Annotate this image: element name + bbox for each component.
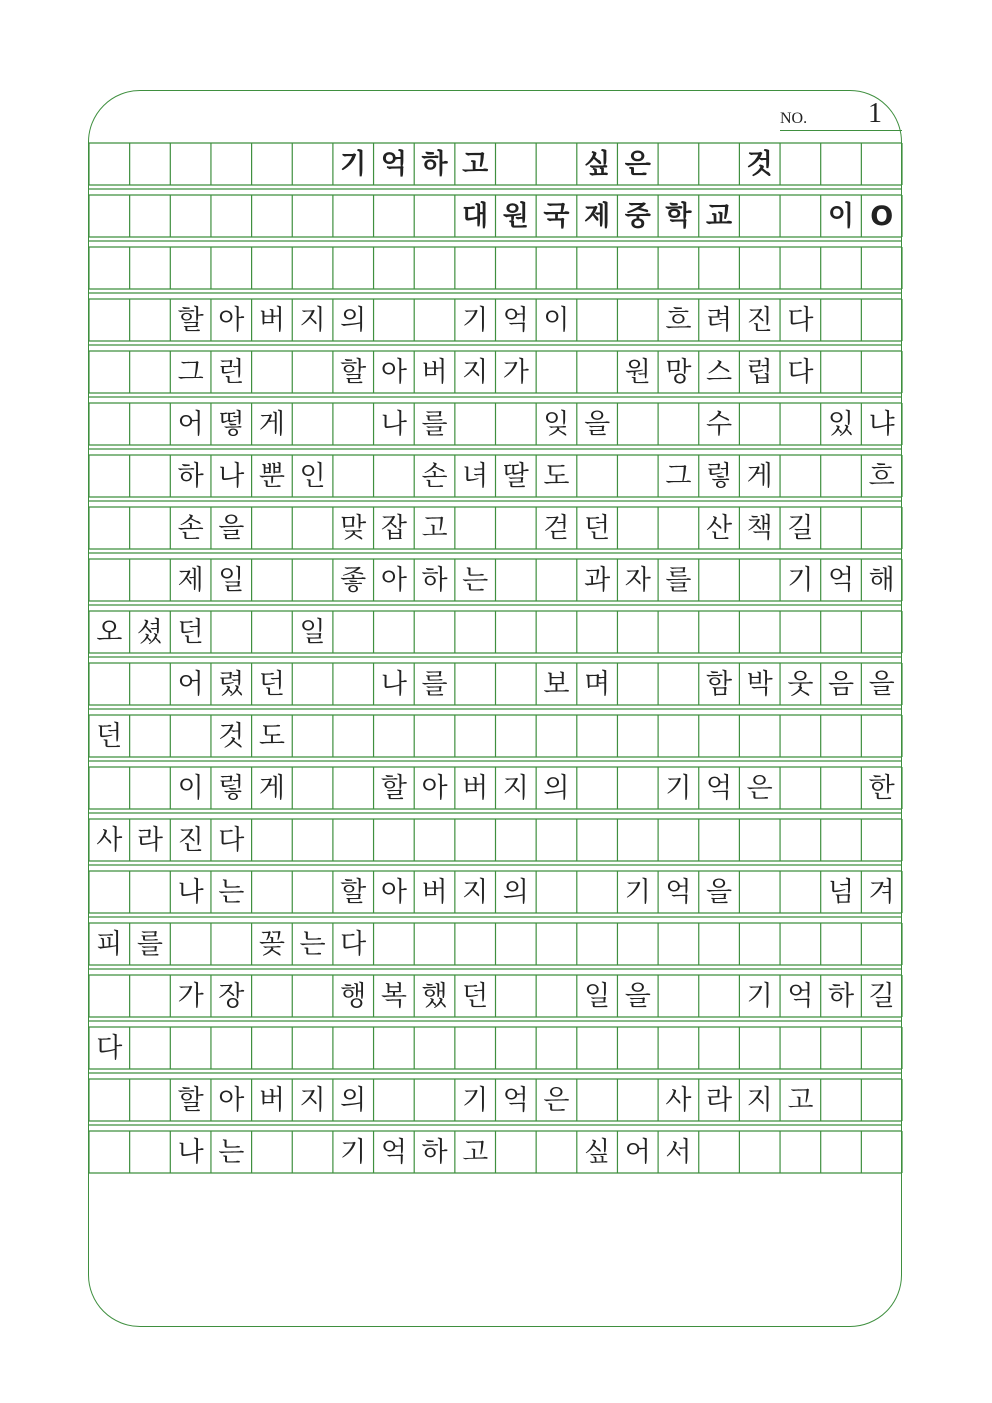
grid-character: 할 xyxy=(340,876,367,908)
grid-character: 억 xyxy=(502,304,529,336)
grid-character: 다 xyxy=(787,304,814,336)
grid-character: 나 xyxy=(218,460,245,492)
grid-character: 복 xyxy=(380,980,407,1012)
grid-character: 손 xyxy=(421,460,448,492)
grid-character: 나 xyxy=(380,408,407,440)
grid-character: 아 xyxy=(218,304,245,336)
grid-character: 스 xyxy=(706,356,733,388)
grid-character: 길 xyxy=(787,512,814,544)
grid-character: 기 xyxy=(340,1136,367,1168)
grid-character: 억 xyxy=(380,1136,407,1168)
grid-character: 사 xyxy=(665,1084,692,1116)
grid-character: 지 xyxy=(299,304,326,336)
grid-character: 렇 xyxy=(218,772,245,804)
grid-character: 꽂 xyxy=(258,928,285,960)
grid-character: 교 xyxy=(706,200,733,232)
grid-character: 지 xyxy=(462,356,489,388)
grid-character: 을 xyxy=(584,408,611,440)
grid-character: 아 xyxy=(218,1084,245,1116)
grid-character: 하 xyxy=(421,1136,448,1168)
grid-character: 버 xyxy=(421,876,448,908)
grid-character: 해 xyxy=(868,564,895,596)
grid-character: 피 xyxy=(96,928,123,960)
grid-character: 좋 xyxy=(340,564,367,596)
grid-character: 국 xyxy=(543,200,570,232)
grid-character: 걷 xyxy=(543,512,570,544)
grid-character: 나 xyxy=(380,668,407,700)
grid-character: 게 xyxy=(258,408,285,440)
grid-character: 다 xyxy=(787,356,814,388)
grid-character: 하 xyxy=(421,564,448,596)
grid-character: O xyxy=(870,200,894,232)
grid-character: 제 xyxy=(177,564,204,596)
grid-character: 기 xyxy=(665,772,692,804)
grid-character: 지 xyxy=(462,876,489,908)
grid-character: 버 xyxy=(258,304,285,336)
grid-character: 흐 xyxy=(868,460,895,492)
grid-character: 일 xyxy=(218,564,245,596)
grid-character: 원 xyxy=(624,356,651,388)
grid-character: 렇 xyxy=(706,460,733,492)
grid-character: 를 xyxy=(421,668,448,700)
grid-character: 고 xyxy=(462,1136,489,1168)
grid-character: 던 xyxy=(462,980,489,1012)
grid-character: 이 xyxy=(543,304,570,336)
grid-character: 던 xyxy=(584,512,611,544)
grid-character: 대 xyxy=(462,200,489,232)
grid-character: 뿐 xyxy=(258,460,285,492)
grid-character: 라 xyxy=(706,1084,733,1116)
grid-character: 맞 xyxy=(340,512,367,544)
grid-character: 어 xyxy=(624,1136,651,1168)
grid-character: 던 xyxy=(96,720,123,752)
grid-character: 기 xyxy=(462,1084,489,1116)
grid-character: 고 xyxy=(787,1084,814,1116)
grid-character: 도 xyxy=(543,460,570,492)
grid-character: 하 xyxy=(421,148,448,180)
grid-character: 지 xyxy=(502,772,529,804)
grid-character: 억 xyxy=(706,772,733,804)
grid-character: 장 xyxy=(218,980,245,1012)
grid-character: 럽 xyxy=(746,356,773,388)
page-number-label: NO. xyxy=(780,110,808,127)
grid-character: 길 xyxy=(868,980,895,1012)
grid-character: 기 xyxy=(746,980,773,1012)
grid-character: 아 xyxy=(380,564,407,596)
grid-character: 는 xyxy=(218,1136,245,1168)
grid-character: 할 xyxy=(340,356,367,388)
grid-character: 며 xyxy=(584,668,611,700)
grid-character: 지 xyxy=(299,1084,326,1116)
page-number-value: 1 xyxy=(868,98,882,129)
grid-character: 일 xyxy=(299,616,326,648)
grid-character: 보 xyxy=(543,668,570,700)
grid-character: 어 xyxy=(177,408,204,440)
grid-character: 을 xyxy=(706,876,733,908)
grid-character: 게 xyxy=(258,772,285,804)
grid-character: 어 xyxy=(177,668,204,700)
grid-character: 손 xyxy=(177,512,204,544)
grid-character: 과 xyxy=(584,564,611,596)
grid-character: 딸 xyxy=(502,460,529,492)
grid-character: 망 xyxy=(665,356,692,388)
grid-character: 가 xyxy=(502,356,529,388)
grid-character: 그 xyxy=(665,460,692,492)
grid-character: 웃 xyxy=(787,668,814,700)
grid-character: 음 xyxy=(827,668,855,700)
grid-character: 것 xyxy=(218,720,245,752)
grid-character: 있 xyxy=(827,408,855,440)
grid-character: 은 xyxy=(746,772,773,804)
grid-character: 의 xyxy=(340,1084,367,1116)
grid-character: 던 xyxy=(258,668,285,700)
grid-character: 잊 xyxy=(543,408,570,440)
grid-character: 라 xyxy=(136,824,163,856)
grid-character: 할 xyxy=(380,772,407,804)
grid-character: 억 xyxy=(827,564,855,596)
grid-character: 인 xyxy=(299,460,326,492)
grid-character: 제 xyxy=(584,200,611,232)
grid-character: 런 xyxy=(218,356,245,388)
grid-character: 의 xyxy=(340,304,367,336)
grid-character: 를 xyxy=(421,408,448,440)
grid-character: 고 xyxy=(421,512,448,544)
grid-character: 했 xyxy=(421,980,448,1012)
grid-character: 다 xyxy=(218,824,245,856)
grid-character: 은 xyxy=(543,1084,570,1116)
grid-character: 책 xyxy=(746,512,773,544)
grid-character: 함 xyxy=(706,668,733,700)
grid-character: 싶 xyxy=(584,1136,611,1168)
grid-character: 다 xyxy=(340,928,367,960)
grid-character: 이 xyxy=(827,200,855,232)
grid-character: 기 xyxy=(462,304,489,336)
grid-character: 버 xyxy=(258,1084,285,1116)
grid-character: 흐 xyxy=(665,304,692,336)
grid-character: 서 xyxy=(665,1136,692,1168)
page-number xyxy=(780,98,902,131)
grid-character: 을 xyxy=(218,512,245,544)
grid-character: 자 xyxy=(624,564,651,596)
grid-character: 한 xyxy=(868,772,895,804)
grid-character: 기 xyxy=(787,564,814,596)
grid-character: 의 xyxy=(543,772,570,804)
grid-character: 잡 xyxy=(380,512,407,544)
grid-character: 의 xyxy=(502,876,529,908)
grid-character: 하 xyxy=(177,460,204,492)
grid-character: 아 xyxy=(380,356,407,388)
grid-character: 은 xyxy=(624,148,651,180)
grid-character: 기 xyxy=(340,148,367,180)
grid-character: 나 xyxy=(177,876,204,908)
grid-character: 게 xyxy=(746,460,773,492)
grid-character: 그 xyxy=(177,356,204,388)
grid-character: 진 xyxy=(177,824,204,856)
grid-character: 일 xyxy=(584,980,611,1012)
grid-character: 넘 xyxy=(827,876,855,908)
grid-character: 하 xyxy=(827,980,855,1012)
grid-character: 진 xyxy=(746,304,773,336)
grid-character: 을 xyxy=(868,668,895,700)
grid-character: 행 xyxy=(340,980,367,1012)
grid-character: 산 xyxy=(706,512,733,544)
grid-character: 기 xyxy=(624,876,651,908)
grid-character: 는 xyxy=(218,876,245,908)
grid-character: 나 xyxy=(177,1136,204,1168)
grid-character: 아 xyxy=(380,876,407,908)
grid-character: 냐 xyxy=(868,408,895,440)
grid-character: 억 xyxy=(787,980,814,1012)
grid-character: 을 xyxy=(624,980,651,1012)
grid-character: 녀 xyxy=(462,460,489,492)
grid-character: 려 xyxy=(706,304,733,336)
grid-character: 억 xyxy=(380,148,407,180)
grid-character: 떻 xyxy=(218,408,245,440)
grid-character: 던 xyxy=(177,616,204,648)
grid-character: 싶 xyxy=(584,148,611,180)
grid-character: 셨 xyxy=(136,616,163,648)
grid-character: 버 xyxy=(421,356,448,388)
grid-character: 를 xyxy=(665,564,692,596)
grid-character: 사 xyxy=(96,824,123,856)
grid-character: 지 xyxy=(746,1084,773,1116)
grid-character: 할 xyxy=(177,304,204,336)
grid-character: 가 xyxy=(177,980,204,1012)
grid-character: 렸 xyxy=(218,668,245,700)
grid-character: 오 xyxy=(96,616,123,648)
grid-character: 것 xyxy=(746,148,773,180)
grid-character: 억 xyxy=(665,876,692,908)
grid-character: 이 xyxy=(177,772,204,804)
grid-character: 버 xyxy=(462,772,489,804)
grid-character: 중 xyxy=(624,200,651,232)
grid-character: 할 xyxy=(177,1084,204,1116)
grid-character: 고 xyxy=(462,148,489,180)
grid-character: 겨 xyxy=(868,876,895,908)
grid-character: 학 xyxy=(665,200,692,232)
grid-character: 억 xyxy=(502,1084,529,1116)
grid-character: 는 xyxy=(299,928,326,960)
grid-character: 를 xyxy=(136,928,163,960)
grid-character: 수 xyxy=(706,408,733,440)
grid-character: 박 xyxy=(746,668,773,700)
grid-character: 는 xyxy=(462,564,489,596)
grid-character: 도 xyxy=(258,720,285,752)
grid-character: 원 xyxy=(502,200,529,232)
grid-character: 아 xyxy=(421,772,448,804)
grid-character: 다 xyxy=(96,1032,123,1064)
